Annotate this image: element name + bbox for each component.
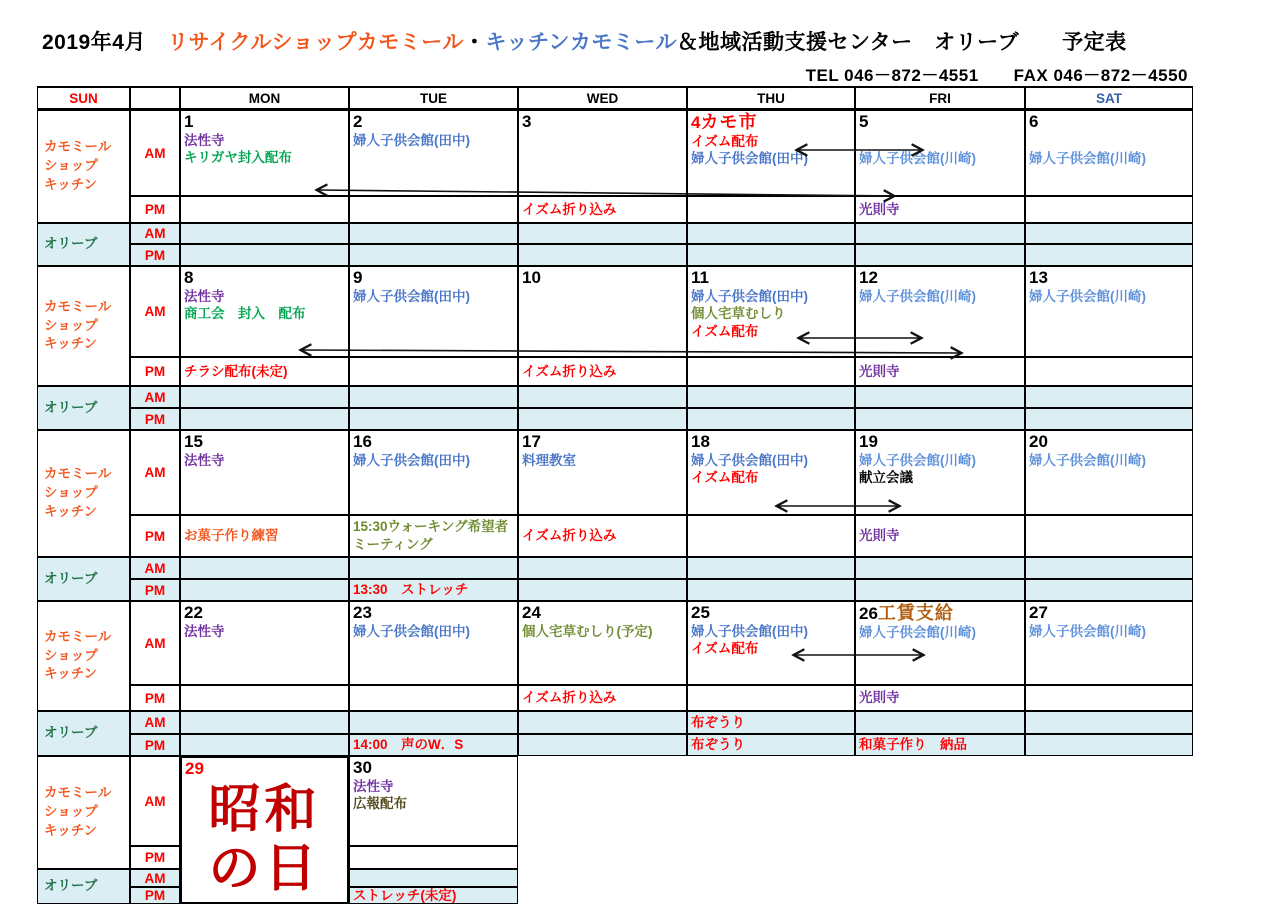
day-12-pm-cell — [855, 357, 1025, 386]
day-12-am-cell — [855, 266, 1025, 357]
day-22-am-cell — [180, 601, 349, 685]
event-entry: 献立会議 — [859, 470, 913, 486]
olive-pm-label: PM — [130, 244, 180, 266]
day-20-olive-am-cell — [1025, 557, 1193, 579]
event-entry: 婦人子供会館(田中) — [353, 452, 470, 468]
day-27-am-cell — [1025, 601, 1193, 685]
day-9-am-cell — [349, 266, 518, 357]
day-23-am-cell — [349, 601, 518, 685]
day-header-sun: SUN — [37, 86, 130, 110]
day-1-pm-cell — [180, 196, 349, 223]
day-number: 30 — [353, 758, 372, 777]
day-20-olive-pm-cell — [1025, 579, 1193, 601]
day-4-pm-cell — [687, 196, 855, 223]
day-4-olive-am-cell — [687, 223, 855, 244]
day-number: 12 — [859, 268, 878, 287]
day-15-pm-cell — [180, 515, 349, 557]
day-1-am-cell — [180, 110, 349, 196]
day-10-am-cell — [518, 266, 687, 357]
event-entry: 法性寺 — [184, 288, 225, 304]
chamomile-row-label: カモミール ショップ キッチン — [37, 601, 130, 711]
event-entry: 光則寺 — [859, 363, 900, 379]
day-8-am-cell — [180, 266, 349, 357]
event-entry: 料理教室 — [522, 452, 576, 468]
day-number: 6 — [1029, 112, 1039, 131]
event-entry: 婦人子供会館(田中) — [691, 623, 808, 639]
day-3-am-cell — [518, 110, 687, 196]
day-17-olive-am-cell — [518, 557, 687, 579]
event-entry: 婦人子供会館(田中) — [353, 623, 470, 639]
olive-row-label: オリーブ — [37, 386, 130, 430]
day-header-fri: FRI — [855, 86, 1025, 110]
day-number: 2 — [353, 112, 363, 131]
day-3-olive-am-cell — [518, 223, 687, 244]
title-kitchen-name: キッチンカモミール — [485, 31, 677, 54]
event-entry: 光則寺 — [859, 201, 900, 217]
day-number: 16 — [353, 432, 372, 451]
event-entry: ストレッチ(未定) — [353, 887, 457, 903]
day-22-pm-cell — [180, 685, 349, 711]
title-separator: ・ — [463, 31, 486, 54]
day-number-suffix: 工賃支給 — [877, 603, 954, 623]
day-number: 13 — [1029, 268, 1048, 287]
event-entry: 商工会 封入 配布 — [184, 306, 306, 322]
event-entry: 婦人子供会館(田中) — [691, 151, 808, 167]
day-6-pm-cell — [1025, 196, 1193, 223]
olive-am-label: AM — [130, 557, 180, 579]
day-18-am-cell — [687, 430, 855, 515]
chamomile-row-label: カモミール ショップ キッチン — [37, 110, 130, 223]
day-6-olive-am-cell — [1025, 223, 1193, 244]
event-entry: 婦人子供会館(川崎) — [859, 624, 976, 640]
event-entry: 婦人子供会館(田中) — [691, 288, 808, 304]
day-25-olive-am-cell — [687, 711, 855, 734]
day-11-olive-am-cell — [687, 386, 855, 408]
olive-row-label: オリーブ — [37, 869, 130, 904]
chamomile-row-label: カモミール ショップ キッチン — [37, 266, 130, 386]
day-12-olive-pm-cell — [855, 408, 1025, 430]
pm-label: PM — [130, 685, 180, 711]
day-13-olive-pm-cell — [1025, 408, 1193, 430]
olive-pm-label: PM — [130, 579, 180, 601]
event-entry: 和菓子作り 納品 — [859, 737, 967, 753]
olive-am-label: AM — [130, 869, 180, 887]
day-number-suffix: カモ市 — [700, 112, 758, 132]
day-15-olive-am-cell — [180, 557, 349, 579]
day-header-thu: THU — [687, 86, 855, 110]
day-number: 15 — [184, 432, 203, 451]
day-10-olive-am-cell — [518, 386, 687, 408]
day-2-olive-pm-cell — [349, 244, 518, 266]
day-26-olive-pm-cell — [855, 734, 1025, 756]
olive-am-label: AM — [130, 386, 180, 408]
day-number: 20 — [1029, 432, 1048, 451]
event-entry: 広報配布 — [353, 796, 407, 812]
day-20-pm-cell — [1025, 515, 1193, 557]
day-17-olive-pm-cell — [518, 579, 687, 601]
day-number: 4カモ市 — [691, 112, 758, 132]
day-number: 26工賃支給 — [859, 603, 954, 623]
day-30-pm-cell — [349, 846, 518, 869]
day-11-pm-cell — [687, 357, 855, 386]
chamomile-row-label: カモミール ショップ キッチン — [37, 430, 130, 557]
day-16-pm-cell — [349, 515, 518, 557]
event-entry: 婦人子供会館(川崎) — [859, 150, 976, 166]
day-30-olive-pm-cell — [349, 887, 518, 904]
day-26-am-cell — [855, 601, 1025, 685]
day-number: 22 — [184, 603, 203, 622]
day-19-olive-am-cell — [855, 557, 1025, 579]
am-label: AM — [130, 601, 180, 685]
title-shop-name: リサイクルショップカモミール — [167, 31, 464, 54]
event-entry: キリガヤ封入配布 — [184, 150, 292, 166]
day-15-am-cell — [180, 430, 349, 515]
day-13-olive-am-cell — [1025, 386, 1193, 408]
day-22-olive-am-cell — [180, 711, 349, 734]
event-entry: 法性寺 — [184, 132, 225, 148]
event-entry: 婦人子供会館(川崎) — [1029, 288, 1146, 304]
day-16-olive-pm-cell — [349, 579, 518, 601]
day-6-am-cell — [1025, 110, 1193, 196]
day-24-olive-am-cell — [518, 711, 687, 734]
day-5-pm-cell — [855, 196, 1025, 223]
day-number: 8 — [184, 268, 194, 287]
day-number: 1 — [184, 112, 194, 131]
day-8-pm-cell — [180, 357, 349, 386]
pm-label: PM — [130, 196, 180, 223]
day-17-am-cell — [518, 430, 687, 515]
day-16-am-cell — [349, 430, 518, 515]
day-23-pm-cell — [349, 685, 518, 711]
day-8-olive-am-cell — [180, 386, 349, 408]
event-entry: イズム配布 — [691, 641, 759, 657]
day-16-olive-am-cell — [349, 557, 518, 579]
day-number: 25 — [691, 603, 710, 622]
event-entry: 法性寺 — [184, 452, 225, 468]
event-entry: 光則寺 — [859, 690, 900, 706]
event-entry: 婦人子供会館(田中) — [691, 452, 808, 468]
day-2-am-cell — [349, 110, 518, 196]
event-entry: 婦人子供会館(田中) — [353, 288, 470, 304]
day-19-olive-pm-cell — [855, 579, 1025, 601]
day-2-olive-am-cell — [349, 223, 518, 244]
day-12-olive-am-cell — [855, 386, 1025, 408]
event-entry: イズム折り込み — [522, 201, 617, 217]
day-5-olive-pm-cell — [855, 244, 1025, 266]
day-3-olive-pm-cell — [518, 244, 687, 266]
day-header-wed: WED — [518, 86, 687, 110]
day-30-am-cell — [349, 756, 518, 846]
am-label: AM — [130, 756, 180, 846]
chamomile-row-label: カモミール ショップ キッチン — [37, 756, 130, 869]
day-27-olive-am-cell — [1025, 711, 1193, 734]
day-27-olive-pm-cell — [1025, 734, 1193, 756]
olive-row-label: オリーブ — [37, 557, 130, 601]
day-6-olive-pm-cell — [1025, 244, 1193, 266]
event-entry: イズム配布 — [691, 470, 759, 486]
contact-numbers: TEL 046－872－4551 FAX 046－872－4550 — [805, 66, 1188, 85]
day-8-olive-pm-cell — [180, 408, 349, 430]
event-entry: 14:00 声のW．S — [353, 737, 464, 753]
day-26-olive-am-cell — [855, 711, 1025, 734]
olive-row-label: オリーブ — [37, 711, 130, 756]
day-4-am-cell — [687, 110, 855, 196]
day-header-tue: TUE — [349, 86, 518, 110]
event-entry: 法性寺 — [184, 623, 225, 639]
event-entry: イズム配布 — [691, 133, 759, 149]
event-entry: 婦人子供会館(川崎) — [859, 288, 976, 304]
event-entry: 法性寺 — [353, 778, 394, 794]
day-15-olive-pm-cell — [180, 579, 349, 601]
olive-pm-label: PM — [130, 408, 180, 430]
day-23-olive-pm-cell — [349, 734, 518, 756]
olive-row-label: オリーブ — [37, 223, 130, 266]
day-13-am-cell — [1025, 266, 1193, 357]
day-header-mon: MON — [180, 86, 349, 110]
event-entry: イズム折り込み — [522, 690, 617, 706]
event-entry: 個人宅草むしり(予定) — [522, 623, 653, 639]
day-number: 9 — [353, 268, 363, 287]
day-number: 19 — [859, 432, 878, 451]
am-label: AM — [130, 266, 180, 357]
day-1-olive-am-cell — [180, 223, 349, 244]
event-entry: チラシ配布(未定) — [184, 363, 288, 379]
day-10-olive-pm-cell — [518, 408, 687, 430]
event-entry: 13:30 ストレッチ — [353, 582, 469, 598]
day-22-olive-pm-cell — [180, 734, 349, 756]
event-entry: イズム配布 — [691, 323, 759, 339]
event-entry: イズム折り込み — [522, 528, 617, 544]
event-entry: 15:30ウォーキング希望者ミーティング — [353, 519, 509, 552]
day-11-olive-pm-cell — [687, 408, 855, 430]
day-2-pm-cell — [349, 196, 518, 223]
event-entry: お菓子作り練習 — [184, 528, 279, 544]
day-26-pm-cell — [855, 685, 1025, 711]
day-number: 24 — [522, 603, 541, 622]
day-24-pm-cell — [518, 685, 687, 711]
title-suffix: ＆地域活動支援センター オリーブ 予定表 — [677, 31, 1127, 54]
day-18-pm-cell — [687, 515, 855, 557]
day-number: 10 — [522, 268, 541, 287]
day-20-am-cell — [1025, 430, 1193, 515]
day-10-pm-cell — [518, 357, 687, 386]
am-label: AM — [130, 110, 180, 196]
day-number: 11 — [691, 268, 709, 287]
olive-pm-label: PM — [130, 734, 180, 756]
day-number: 23 — [353, 603, 372, 622]
day-5-am-cell — [855, 110, 1025, 196]
am-label: AM — [130, 430, 180, 515]
day-number: 17 — [522, 432, 541, 451]
title-month: 2019年4月 — [42, 31, 168, 54]
event-entry: イズム折り込み — [522, 363, 617, 379]
day-number: 3 — [522, 112, 532, 131]
olive-am-label: AM — [130, 711, 180, 734]
day-24-olive-pm-cell — [518, 734, 687, 756]
day-number: 18 — [691, 432, 710, 451]
day-11-am-cell — [687, 266, 855, 357]
day-27-pm-cell — [1025, 685, 1193, 711]
day-header-blank — [130, 86, 180, 110]
day-24-am-cell — [518, 601, 687, 685]
day-17-pm-cell — [518, 515, 687, 557]
day-19-pm-cell — [855, 515, 1025, 557]
day-5-olive-am-cell — [855, 223, 1025, 244]
event-entry: 光則寺 — [859, 528, 900, 544]
day-25-pm-cell — [687, 685, 855, 711]
day-18-olive-pm-cell — [687, 579, 855, 601]
day-9-olive-pm-cell — [349, 408, 518, 430]
event-entry: 布ぞうり — [691, 714, 745, 730]
event-entry: 婦人子供会館(川崎) — [1029, 150, 1146, 166]
day-3-pm-cell — [518, 196, 687, 223]
day-4-olive-pm-cell — [687, 244, 855, 266]
olive-am-label: AM — [130, 223, 180, 244]
event-entry: 布ぞうり — [691, 737, 745, 753]
day-25-olive-pm-cell — [687, 734, 855, 756]
day-number: 27 — [1029, 603, 1048, 622]
event-entry: 婦人子供会館(田中) — [353, 132, 470, 148]
event-entry: 個人宅草むしり — [691, 306, 786, 322]
event-entry: 婦人子供会館(川崎) — [859, 452, 976, 468]
day-number: 5 — [859, 112, 869, 131]
day-number: 29 — [185, 759, 204, 778]
holiday-cell-day-29 — [180, 756, 349, 904]
olive-pm-label: PM — [130, 887, 180, 904]
day-9-olive-am-cell — [349, 386, 518, 408]
event-entry: 婦人子供会館(川崎) — [1029, 623, 1146, 639]
day-header-sat: SAT — [1025, 86, 1193, 110]
pm-label: PM — [130, 846, 180, 869]
day-13-pm-cell — [1025, 357, 1193, 386]
day-30-olive-am-cell — [349, 869, 518, 887]
pm-label: PM — [130, 357, 180, 386]
page-title — [42, 26, 1127, 56]
day-19-am-cell — [855, 430, 1025, 515]
day-9-pm-cell — [349, 357, 518, 386]
day-23-olive-am-cell — [349, 711, 518, 734]
day-25-am-cell — [687, 601, 855, 685]
day-1-olive-pm-cell — [180, 244, 349, 266]
pm-label: PM — [130, 515, 180, 557]
day-18-olive-am-cell — [687, 557, 855, 579]
event-entry: 婦人子供会館(川崎) — [1029, 452, 1146, 468]
holiday-name: 昭和 の日 — [208, 780, 321, 899]
